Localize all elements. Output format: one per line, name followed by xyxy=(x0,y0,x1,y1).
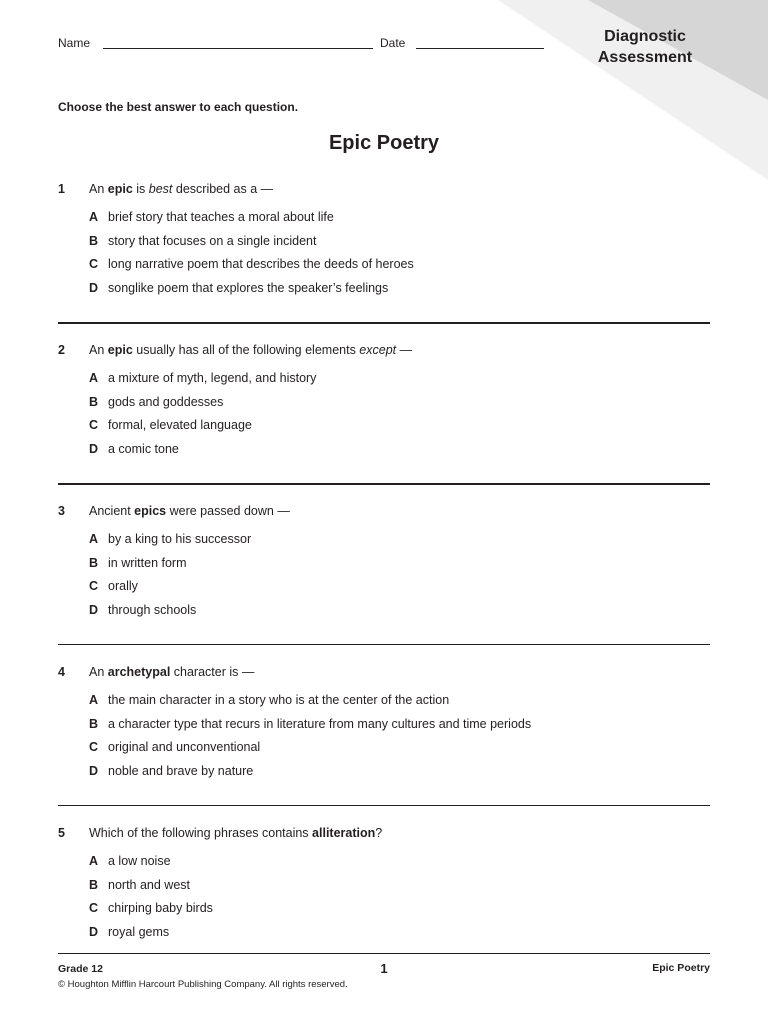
question-text xyxy=(89,342,412,358)
option-text: chirping baby birds xyxy=(108,901,213,915)
option-text: a mixture of myth, legend, and history xyxy=(108,371,317,385)
page-number: 1 xyxy=(380,961,388,976)
instructions: Choose the best answer to each question. xyxy=(58,100,299,114)
option-letter: A xyxy=(89,854,99,868)
date-label: Date xyxy=(380,36,406,50)
option-letter: D xyxy=(89,763,99,778)
question-number: 2 xyxy=(58,343,65,357)
option-text: north and west xyxy=(108,877,190,892)
question-divider xyxy=(58,805,710,806)
question-text-segment: described as a — xyxy=(172,182,274,196)
option-text: songlike poem that explores the speaker’s feelings xyxy=(108,280,389,295)
question-text-segment: usually has all of the following elements xyxy=(132,343,360,357)
answer-option-b[interactable] xyxy=(58,555,710,579)
option-letter: D xyxy=(89,441,99,456)
answer-option-d[interactable] xyxy=(58,441,710,465)
question-text-segment: An xyxy=(89,182,108,196)
answer-option-d[interactable] xyxy=(58,924,710,948)
name-label: Name xyxy=(58,36,91,50)
page-title: Epic Poetry xyxy=(328,132,440,154)
question-text-segment: character is — xyxy=(170,665,255,679)
option-text: a low noise xyxy=(108,854,171,868)
option-text: story that focuses on a single incident xyxy=(108,233,317,248)
question-4 xyxy=(58,664,710,786)
answer-option-b[interactable] xyxy=(58,394,710,418)
answer-option-a[interactable] xyxy=(58,531,710,555)
option-letter: D xyxy=(89,602,99,617)
option-text: a character type that recurs in literature from many cultures and time periods xyxy=(108,716,532,731)
answer-option-c[interactable] xyxy=(58,578,710,602)
option-letter: C xyxy=(89,901,99,915)
assessment-type-line1: Diagnostic xyxy=(604,28,686,45)
answer-option-d[interactable] xyxy=(58,280,710,304)
question-text-segment: — xyxy=(396,343,413,357)
question-stem xyxy=(58,664,710,688)
answer-option-c[interactable] xyxy=(58,256,710,280)
question-3 xyxy=(58,503,710,625)
option-letter: C xyxy=(89,257,99,271)
question-1 xyxy=(58,181,710,303)
question-number: 5 xyxy=(58,826,65,840)
assessment-type-label xyxy=(580,26,710,68)
question-divider xyxy=(58,322,710,324)
option-letter: A xyxy=(89,532,99,546)
date-field[interactable] xyxy=(416,48,544,49)
answer-option-c[interactable] xyxy=(58,417,710,441)
option-letter: D xyxy=(89,280,99,295)
assessment-type-line2: Assessment xyxy=(597,49,693,66)
question-number: 4 xyxy=(58,665,65,679)
question-number: 3 xyxy=(58,504,65,518)
question-text-segment: An xyxy=(89,343,108,357)
answer-option-a[interactable] xyxy=(58,692,710,716)
question-text xyxy=(89,503,290,519)
option-letter: B xyxy=(89,877,99,892)
key-term: epics xyxy=(134,504,167,518)
option-text: noble and brave by nature xyxy=(108,763,254,778)
question-text-segment: An xyxy=(89,665,108,679)
answer-option-a[interactable] xyxy=(58,370,710,394)
question-divider xyxy=(58,644,710,645)
option-text: gods and goddesses xyxy=(108,394,224,409)
question-number: 1 xyxy=(58,182,65,196)
question-2 xyxy=(58,342,710,464)
answer-option-d[interactable] xyxy=(58,602,710,626)
option-letter: A xyxy=(89,210,99,224)
key-term: alliteration xyxy=(312,826,376,840)
question-5 xyxy=(58,825,710,947)
answer-options xyxy=(58,853,710,947)
question-text-segment: ? xyxy=(375,826,383,840)
question-stem xyxy=(58,503,710,527)
answer-options xyxy=(58,370,710,464)
question-text-segment: Which of the following phrases contains xyxy=(89,826,313,840)
question-text xyxy=(89,664,254,680)
answer-option-b[interactable] xyxy=(58,233,710,257)
question-text xyxy=(89,825,382,841)
question-stem xyxy=(58,342,710,366)
answer-option-b[interactable] xyxy=(58,877,710,901)
key-term: epic xyxy=(107,343,133,357)
name-field[interactable] xyxy=(103,48,373,49)
option-text: long narrative poem that describes the deeds of heroes xyxy=(108,257,414,271)
option-text: orally xyxy=(108,579,138,593)
question-text-segment: is xyxy=(132,182,149,196)
option-text: formal, elevated language xyxy=(108,418,252,432)
footer-grade: Grade 12 xyxy=(58,963,103,975)
option-letter: A xyxy=(89,693,99,707)
option-text: through schools xyxy=(108,602,197,617)
option-text: by a king to his successor xyxy=(108,532,252,546)
footer-title: Epic Poetry xyxy=(652,962,710,974)
answer-option-b[interactable] xyxy=(58,716,710,740)
option-text: original and unconventional xyxy=(108,740,261,754)
answer-option-a[interactable] xyxy=(58,209,710,233)
answer-option-d[interactable] xyxy=(58,763,710,787)
key-term: archetypal xyxy=(107,665,171,679)
question-divider xyxy=(58,483,710,485)
question-stem xyxy=(58,825,710,849)
answer-options xyxy=(58,209,710,303)
option-text: royal gems xyxy=(108,924,170,939)
answer-options xyxy=(58,692,710,786)
footer-copyright: © Houghton Mifflin Harcourt Publishing Company. All rights reserved. xyxy=(58,979,348,990)
option-letter: B xyxy=(89,233,99,248)
question-text xyxy=(89,181,273,197)
option-letter: C xyxy=(89,579,99,593)
footer-divider xyxy=(58,953,710,954)
option-letter: C xyxy=(89,418,99,432)
emphasis-word: except xyxy=(359,343,397,357)
question-text-segment: were passed down — xyxy=(166,504,290,518)
key-term: epic xyxy=(107,182,133,196)
option-letter: B xyxy=(89,716,99,731)
option-letter: B xyxy=(89,555,99,570)
option-text: in written form xyxy=(108,555,187,570)
answer-option-c[interactable] xyxy=(58,900,710,924)
option-text: brief story that teaches a moral about life xyxy=(108,210,334,224)
option-text: the main character in a story who is at the center of the action xyxy=(108,693,450,707)
option-letter: A xyxy=(89,371,99,385)
option-letter: B xyxy=(89,394,99,409)
question-stem xyxy=(58,181,710,205)
option-letter: C xyxy=(89,740,99,754)
emphasis-word: best xyxy=(148,182,173,196)
question-text-segment: Ancient xyxy=(89,504,135,518)
answer-option-c[interactable] xyxy=(58,739,710,763)
option-letter: D xyxy=(89,924,99,939)
answer-option-a[interactable] xyxy=(58,853,710,877)
option-text: a comic tone xyxy=(108,441,179,456)
answer-options xyxy=(58,531,710,625)
